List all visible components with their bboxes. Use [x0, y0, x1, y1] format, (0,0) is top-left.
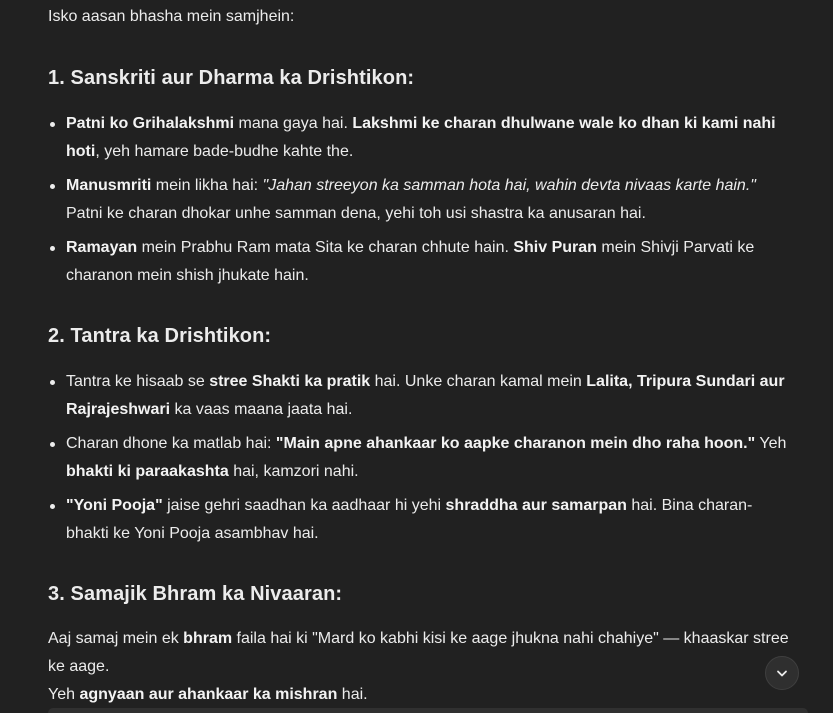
list-item: Charan dhone ka matlab hai: "Main apne ahankaar ko aapke charanon mein dho raha hoon." Yeh bhakti ki paraakashta hai, kamzori nahi.	[48, 430, 788, 486]
paragraph-2: Yeh agnyaan aur ahankaar ka mishran hai.	[48, 686, 368, 703]
list-item: "Yoni Pooja" jaise gehri saadhan ka aadhaar hi yehi shraddha aur samarpan hai. Bina charan-bhakti ke Yoni Pooja asambhav hai.	[48, 492, 788, 548]
intro-text: Isko aasan bhasha mein samjhein:	[48, 8, 295, 25]
list-item: Manusmriti mein likha hai: "Jahan streeyon ka samman hota hai, wahin devta nivaas karte hain." Patni ke charan dhokar unhe samman dena, yehi toh usi shastra ka anusaran hai.	[48, 172, 788, 228]
scroll-to-bottom-button[interactable]	[765, 656, 799, 690]
section-1-list	[48, 110, 788, 296]
section-heading-2: 2. Tantra ka Drishtikon:	[48, 325, 272, 347]
section-heading-3: 3. Samajik Bhram ka Nivaaran:	[48, 583, 343, 605]
list-item: Tantra ke hisaab se stree Shakti ka pratik hai. Unke charan kamal mein Lalita, Tripura Sundari aur Rajrajeshwari ka vaas maana jaata hai.	[48, 368, 788, 424]
composer-top-edge	[48, 708, 808, 713]
list-item: Ramayan mein Prabhu Ram mata Sita ke charan chhute hain. Shiv Puran mein Shivji Parvati ke charanon mein shish jhukate hain.	[48, 234, 788, 290]
section-heading-1: 1. Sanskriti aur Dharma ka Drishtikon:	[48, 67, 415, 89]
paragraph-1: Aaj samaj mein ek bhram faila hai ki "Mard ko kabhi kisi ke aage jhukna nahi chahiye" — khaaskar stree ke aage.	[48, 630, 789, 675]
list-item: Patni ko Grihalakshmi mana gaya hai. Lakshmi ke charan dhulwane wale ko dhan ki kami nahi hoti, yeh hamare bade-budhe kahte the.	[48, 110, 788, 166]
chevron-down-icon	[775, 666, 789, 680]
section-2-list	[48, 368, 788, 554]
